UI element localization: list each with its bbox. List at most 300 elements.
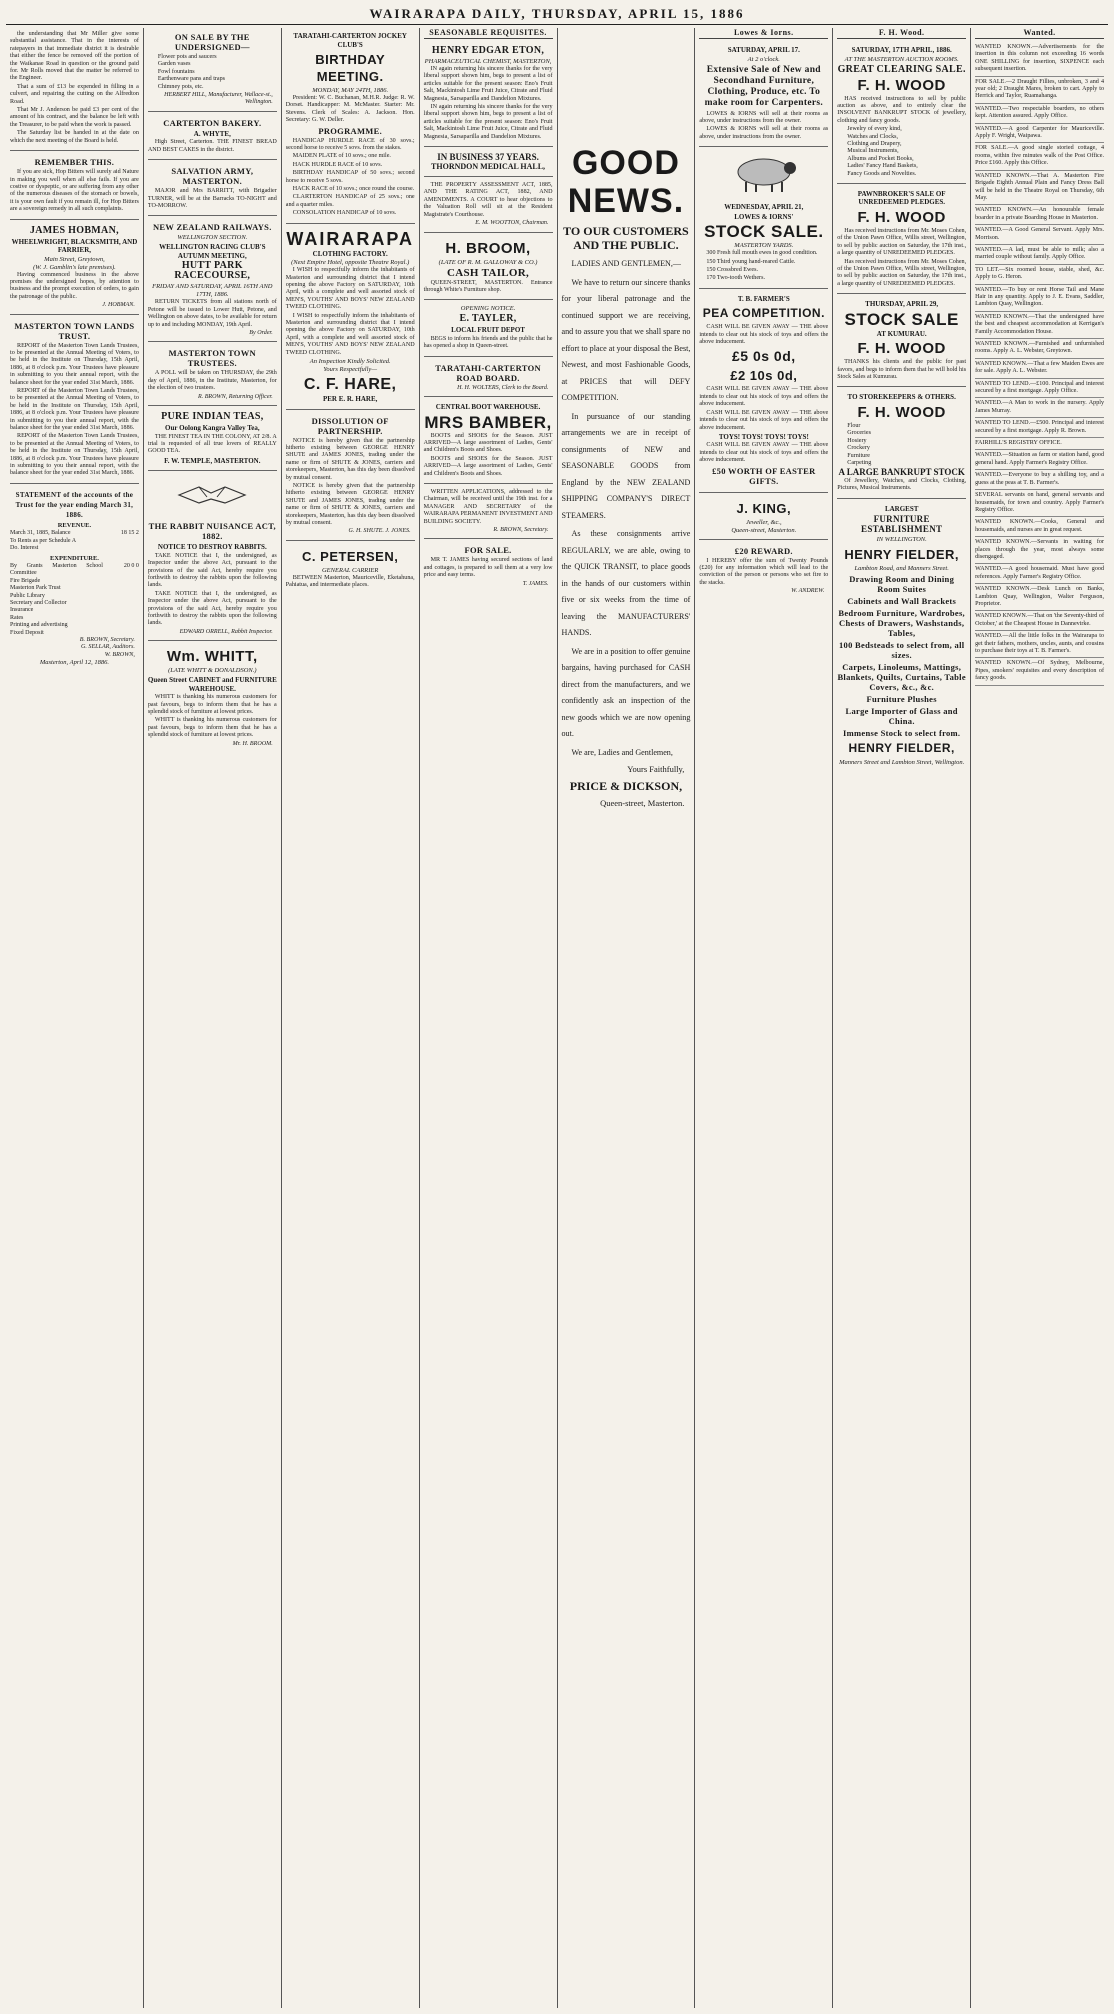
fielder-furniture-ad [837,501,966,772]
table-row: Printing and advertising [10,622,68,629]
ad-text: BOOTS and SHOES for the Season. JUST ARRIVED—A large assortment of Ladies, Gents' and Children's Boots and Shoes. [423,432,553,454]
applications-ad [424,486,553,539]
ad-address: Main Street, Greytown, [44,255,105,263]
ad-text: REPORT of the Masterton Town Lands Trustees, to be presented at the Annual Meeting of Voters, to be held in the Institute on Thursday, 15th April, 1886, at 8 o'clock p.m. Your Trustees have pleasure in submitting to you their annual report, with the balance sheet for the year ended 31st March, 1886. [10,342,139,386]
good-news-paragraph: In pursuance of our standing arrangements we are in receipt of consignments of NEW and SEASONABLE GOODS from England by the NEW ZEALAND SHIPPING COMPANY'S DIRECT STEAMERS. [561,411,691,520]
ad-text: I WISH to respectfully inform the inhabitants of Masterton and surrounding district that I intend opening the above Factory on SATURDAY, 10th April, with a complete and well assorted stock of MEN'S, YOUTHS' AND BOYS' NEW ZEALAND TWEED CLOTHING. [285,312,415,356]
ad-big: Extensive Sale of New and Secondhand Furniture, Clothing, Produce, etc. To make room for Carpenters. [704,64,824,108]
ad-name: F. H. WOOD [857,340,946,358]
ad-text: High Street, Carterton. THE FINEST BREAD AND BEST CAKES in the district. [147,139,277,153]
ad-signature: J. HOBMAN. [102,302,135,309]
classified-item: WANTED.—Situation as farm or station hand, good general hand. Apply Farmer's Registry Office. [975,450,1104,470]
ad-big: WAIRARAPA [286,228,415,249]
broom-tailor-ad [424,235,553,301]
ad-big: BIRTHDAY MEETING. [315,52,386,84]
town-lands-trust [10,317,139,484]
table-row: Rates [10,614,24,621]
table-row: By Grants Masterton School Committee 20 0 0 [10,562,139,577]
list-item: Flour [847,422,861,429]
table-row: Secretary and Collector [10,599,67,606]
ad-text: BEGS to inform his friends and the public that he has opened a shop in Queen-street. [423,335,553,350]
ad-big: PEA COMPETITION. [702,306,825,321]
list-item: Groceries [847,430,871,437]
good-news-yours: Yours Faithfully, [627,764,685,774]
ad-name: F. H. WOOD [857,76,946,94]
furniture-item: Immense Stock to select from. [843,728,961,739]
classified-item: TO LET.—Six roomed house, stable, shed, &c. Apply to G. Heron. [975,265,1104,285]
ad-big: GREAT CLEARING SALE. [837,63,966,75]
good-news-paragraph: We have to return our sincere thanks for your liberal patronage and the continued support we are receiving, and to assure you that we shall spare no effort to place at your disposal the Best, Newest, and most Fashionable Goods, at PRICES that will DEFY COMPETITION. [561,277,691,402]
ad-big: HENRY EDGAR ETON, [431,45,545,56]
race-item: MAIDEN PLATE of 10 sovs.; one mile. [292,153,391,160]
ad-yours: Yours Respectfully— [323,366,378,374]
storekeepers-ad [837,389,966,498]
list-item: Furniture [847,452,870,459]
ad-date: MONDAY, MAY 24TH, 1886. [312,87,389,94]
ad-sub: GENERAL CARRIER [321,566,379,574]
classified-item: WANTED KNOWN.—Furnished and unfurnished rooms. Apply A. L. Webster, Greytown. [975,339,1104,359]
list-item: Jewelry of every kind, [847,126,902,133]
ad-heading: CENTRAL BOOT WAREHOUSE. [435,403,541,412]
furniture-item: Bedroom Furniture, Wardrobes, Chests of Drawers, Washstands, Tables, [838,608,965,639]
ad-name: JAMES HOBMAN, [29,224,119,236]
ad-heading: TARATAHI-CARTERTON ROAD BOARD. [435,362,541,383]
ad-signature: R. BROWN, Returning Officer. [197,393,273,400]
race-item: HACK RACE of 10 sovs.; once round the course. [292,186,415,193]
ad-text: If you are sick, Hop Bitters will surely aid Nature in making you well when all else fails. If you are costive or dyspeptic, or are suffering from any other of the numerous diseases of the stomach or bowels, it is your own fault if you remain ill, for Hop Bitters are a sovereign remedy in all such complaints. [10,169,139,213]
classified-item: WANTED.—A lad, must be able to milk; also a married couple without family. Apply Office. [975,245,1104,265]
ad-signature: H. H. WOLTERS, Clerk to the Board. [457,384,549,391]
ad-sub: WELLINGTON SECTION. [177,234,248,242]
list-item: Garden vases [157,61,191,68]
ad-signature: T. JAMES. [522,580,549,587]
ad-date: SATURDAY, APRIL 17. [727,46,800,54]
list-item: Hosiery [847,437,867,444]
classified-item: WANTED.—A Good General Servant. Apply Mrs. Morrison. [975,225,1104,245]
ad-text: REPORT of the Masterton Town Lands Trustees, to be presented at the Annual Meeting of Voters, to be held in the Institute on Thursday, 15th April, 1886, at 8 o'clock p.m. Your Trustees have pleasure in submitting to you their annual report, with the balance sheet for the year ended 31st March, 1886. [10,433,139,477]
ad-sub: MASTERTON YARDS. [734,242,794,250]
ad-heading: THE RABBIT NUISANCE ACT, 1882. [148,521,276,542]
news-article [10,28,139,151]
ad-signature: C. F. HARE, [303,376,397,394]
list-item: Flower pots and saucers [157,54,217,60]
ad-signature-2: PER E. R. HARE, [322,395,378,404]
ad-text: Has received instructions from Mr. Moses Cohen, of the Union Pawn Office, Willis street, Wellington, to sell by public auction on Saturday, the 17th inst., a large quantity of UNREDEEMED PLEDGES. [837,258,967,287]
news-paragraph: That Mr J. Anderson be paid £3 per cent of the amount of his contract, and the balance be left with the Treasurer, to be paid when the work is passed. [10,107,139,128]
ad-signature: F. W. TEMPLE, MASTERTON. [164,456,261,465]
list-item: Clothing and Drapery, [847,140,902,147]
ad-text: HAS received instructions to sell by public auction as above, and to entirely clear the INSOLVENT BANKRUPT STOCK of jewellery, clothing and fancy goods. [837,95,967,124]
ad-sub: IN WELLINGTON. [876,536,927,544]
ad-trade: WHEELWRIGHT, BLACKSMITH, AND FARRIER, [11,237,138,255]
salvation-army-ad [148,162,277,216]
ad-text: TAKE NOTICE that I, the undersigned, as Inspector under the above Act, pursuant to the provisions of the said Act, hereby require you forthwith to destroy the rabbits upon the following lands. [147,552,277,589]
ad-text: Queen-street, Masterton. [731,526,797,534]
ad-signature: EDWARD ORRELL, Rabbit Inspector. [179,628,273,635]
hobman-ad [10,222,139,315]
ad-signature: HENRY FIELDER, [848,741,955,756]
handshake-illustration [159,474,265,514]
easter-gifts: £50 WORTH OF EASTER GIFTS. [712,465,816,486]
classified-item: WANTED KNOWN.—That the undersigned have the best and cheapest accommodation at Kerrigan's Family Accommodation House. [975,312,1104,339]
hop-bitters-ad [10,153,139,219]
ad-sub: (LATE WHITT & DONALDSON.) [168,667,257,675]
ad-heading: ON SALE BY THE UNDERSIGNED— [174,32,250,52]
eton-chemist-ad [424,42,553,147]
ad-text: MAJOR and Mrs BARRITT, with Brigadier TURNER, will be at the Barracks TO-NIGHT and TO-MORROW. [147,188,277,209]
stock-sale-ad [699,199,828,289]
furniture-item: Large Importer of Glass and China. [845,706,958,727]
ad-heading: SALVATION ARMY, MASTERTON. [171,166,254,187]
ad-text: REPORT of the Masterton Town Lands Trustees, to be presented at the Annual Meeting of Voters, to be held in the Institute on Thursday, 15th April, 1886, at 8 o'clock p.m. Your Trustees have pleasure in submitting to you their annual report, with the balance sheet for the year ended 31st March, 1886. [10,388,139,432]
ad-signature: Mr. H. BROOM. [232,740,273,747]
ad-text: IN again returning his sincere thanks for the very liberal support shown him, begs to present a list of articles suitable for the present season: Eno's Fruit Salt, Mackintosh Lime Fruit Juice, Citrate and Fluid Magnesia, Sarsaparilla and Dandelion Mixtures. [423,104,553,140]
ad-text: IN again returning his sincere thanks for the very liberal support shown him, begs to present a list of articles suitable for the present season: Eno's Fruit Salt, Mackintosh Lime Fruit Juice, Citrate and Fluid Magnesia, Sarsaparilla and Dandelion Mixtures. [423,66,553,102]
ad-text: I HEREBY offer the sum of Twenty Pounds (£20) for any information which will lead to the conviction of the person or persons who set fire to the stacks. [699,557,829,586]
ad-big: C. PETERSEN, [302,548,399,564]
trustees-ad [148,344,277,406]
ad-heading: LARGEST [884,504,919,513]
sheep-illustration [711,150,817,196]
ad-signature: E. M. WOOTTON, Chairman. [475,220,549,227]
race-item: CONSOLATION HANDICAP of 10 sovs. [292,210,397,217]
road-board-ad [424,359,553,397]
classified-item: WANTED KNOWN.—Advertisements for the insertion in this column not exceeding 16 words ONE SHILLING for insertion, SIXPENCE each subsequent insertion. [975,42,1104,77]
classified-item: WANTED KNOWN.—Cooks, General and housemaids, and nurses are in great request. [975,517,1104,537]
ad-heading: REMEMBER THIS. [34,157,115,168]
ad-name: F. H. WOOD [857,403,946,421]
revenue-table [10,530,139,552]
hill-sale-ad [148,28,277,112]
ad-big: FURNITURE ESTABLISHMENT [861,514,943,535]
ad-heading: TO STOREKEEPERS & OTHERS. [847,393,956,402]
ad-text: WHITT is thanking his numerous customers for past favours, begs to inform them that he has a splendid stock of furniture at lowest prices. [147,717,277,739]
ad-heading: NEW ZEALAND RAILWAYS. [152,222,272,233]
ad-text: BOOTS and SHOES for the Season. JUST ARRIVED—A large assortment of Ladies, Gents' and Children's Boots and Shoes. [423,455,553,477]
ad-cap: IN BUSINESS 37 YEARS. [437,152,539,163]
ad-text: THE FINEST TEA IN THE COLONY, AT 2/8. A trial is requested of all true lovers of REALLY GOOD TEA. [147,433,277,455]
boot-warehouse-ad [424,399,553,484]
ad-trade: Queen Street CABINET and FURNITURE WAREHOUSE. [147,676,277,693]
ad-text: WHITT is thanking his numerous customers for past favours, begs to inform them that he has a splendid stock of furniture at lowest prices. [147,694,277,716]
ad-text: QUEEN-STREET, MASTERTON. Entrance through White's Furniture shop. [423,279,553,293]
item-list [847,126,966,178]
list-item: Fowl fountains [157,68,195,75]
list-item: Earthenware pans and traps [157,76,226,83]
ad-sub: (LATE OF R. M. GALLOWAY & CO.) [438,258,538,266]
classified-item: WANTED.—All the little folks in the Wairarapa to get their fathers, mothers, uncles, aunts, and cousins to purchase their toys at T. B. Farmer's. [975,631,1104,658]
ad-place: HUTT PARK RACECOURSE, [174,260,251,282]
ad-text: CASH WILL BE GIVEN AWAY — THE above intends to clear out his stock of toys and offers the above inducement. [699,409,829,431]
good-news-paragraph: We are in a position to offer genuine bargains, having purchased for CASH direct from the manufacturers, and we confidently ask an inspection of the new goods which we are now opening out. [561,646,691,738]
medical-hall-ad [424,149,553,177]
good-news-firm: PRICE & DICKSON, [569,779,683,793]
lot-item: 170 Two-tooth Wethers. [706,275,765,282]
ad-text: THE PROPERTY ASSESSMENT ACT, 1885, AND THE RATING ACT, 1882, AND AMENDMENTS. A COURT to hear objections to the Valuation Roll will sit at the Resident Magistrate's Courthouse. [423,182,553,218]
ad-text: LOWES & IORNS will sell at their rooms as above, under instructions from the owner. [699,110,829,124]
race-item: CLARTERTON HANDICAP of 25 sovs.; one and a quarter miles. [285,194,415,208]
ad-signature: W. ANDREW. [791,588,825,595]
classified-item: WANTED.—A Man to work in the nursery. Apply James Murray. [975,398,1104,418]
ad-signature: R. BROWN, Secretary. [493,527,549,533]
column-2 [144,28,282,2008]
ad-invite: An Inspection Kindly Solicited. [309,358,391,366]
whitt-ad [148,643,277,752]
furniture-item: Furniture Plushes [866,694,937,705]
ad-name: E. TAYLER, [459,313,517,325]
ad-dates: FRIDAY AND SATURDAY, APRIL 16TH AND 17TH, 1886. [152,283,273,299]
good-news-closing: We are, Ladies and Gentlemen, [571,747,673,757]
furniture-item: 100 Bedsteads to select from, all sizes. [838,640,965,661]
ad-text: CASH WILL BE GIVEN AWAY — THE above intends to clear out his stock of toys and offers the above inducement. [699,324,829,346]
classified-item: FOR SALE.—2 Draught Fillies, unbroken, 3 and 4 year old; 2 Draught Mares, broken to cart. Apply to Herrick and Taylor, Ruamahanga. [975,77,1104,104]
good-news-paragraph: As these consignments arrive REGULARLY, we are able, owing to the QUICK TRANSIT, to place goods in the hands of our customers within five or six weeks from the time of leaving the MANUFACTURERS' HANDS. [561,529,691,637]
expenditure-table [10,563,139,637]
prize-2: £2 10s 0d, [730,368,798,384]
toys-banner: TOYS! TOYS! TOYS! TOYS! [718,432,809,441]
classified-item: WANTED TO LEND.—£500. Principal and interest secured by a first mortgage. Apply R. Brown. [975,418,1104,438]
item-list [158,54,277,91]
ad-big: J. KING, [736,500,792,516]
column-heading: F. H. Wood. [837,28,966,39]
item-list [847,423,966,467]
clearing-sale-ad [837,42,966,184]
ad-date: SATURDAY, 17TH APRIL, 1886. [851,46,952,54]
handshake-icon [177,477,247,511]
furniture-item: Drawing Room and Dining Room Suites [849,574,955,595]
classified-item: WANTED KNOWN.—That a few Maiden Ewes are for sale. Apply A. L. Webster. [975,359,1104,379]
classified-item: WANTED.—Two respectable boarders, no others kept. Attention assured. Apply Office. [975,104,1104,124]
prize-1: £5 0s 0d, [731,348,796,365]
ad-signature: W. BROWN, [104,651,135,658]
lot-item: 150 Crossbred Ewes. [706,266,758,273]
table-row: Masterton Park Trust [10,585,61,592]
ad-text: BETWEEN Masterton, Mauriceville, Eketahuna, Pahiatua, and intermediate places. [285,574,415,589]
classified-item: WANTED KNOWN.—Servants in waiting for places through the year, most always some disengaged. [975,537,1104,564]
ad-heading: MASTERTON TOWN TRUSTEES. [168,348,256,369]
ad-name: HENRY FIELDER, [844,547,959,563]
classified-item: FOR SALE.—A good single storied cottage, 4 rooms, within five minutes walk of the Post Office. Price £160. Apply this Office. [975,143,1104,170]
ad-signature: B. BROWN, Secretary. [79,636,135,643]
classified-item: WANTED TO LEND.—£100. Principal and interest secured by a first mortgage. Apply Office. [975,379,1104,399]
list-item: Chimney pots, etc. [157,83,204,90]
statement-heading: STATEMENT of the accounts of the Trust for the year ending March 31, 1886. [15,490,134,519]
column-4 [420,28,558,2008]
ad-trade: CASH TAILOR, [447,266,530,279]
ad-heading: MASTERTON TOWN LANDS TRUST. [14,320,135,341]
table-row: Fixed Deposit [10,629,44,636]
ad-heading: T. B. FARMER'S [737,294,790,303]
good-news-subheading: TO OUR CUSTOMERS AND THE PUBLIC. [563,224,689,252]
ad-firm: LOWES & IORNS' [734,212,794,221]
race-item: HACK HURDLE RACE of 10 sovs. [292,161,383,168]
ad-text: A POLL will be taken on THURSDAY, the 29th day of April, 1886, in the Institute, Masterton, for the election of two trustees. [147,370,277,392]
race-item: HANDICAP HURDLE RACE of 30 sovs.; second horse to receive 5 sovs. from the stakes. [285,137,415,152]
ad-big: THORNDON MEDICAL HALL, [431,161,546,171]
ad-name: A. WHYTE, [193,129,231,138]
ad-text: CASH WILL BE GIVEN AWAY — THE above intends to clear out his stock of toys and offers the above inducement. [699,386,829,408]
ad-text: RETURN TICKETS from all stations north of Petone will be issued to Lower Hutt, Petone, and Wellington on above dates, to be available for return up to and including MONDAY, 19th April. [147,299,277,328]
columns [6,28,1108,2008]
ad-text: LOWES & IORNS will sell at their rooms as above, under instructions from the owner. [699,126,829,140]
column-3 [282,28,420,2008]
furniture-item: Cabinets and Wall Brackets [847,596,957,607]
ad-big: MRS BAMBER, [424,412,552,432]
ad-big: H. BROOM, [445,239,531,257]
ad-heading: CARTERTON BAKERY. [163,117,262,128]
programme-label: PROGRAMME. [318,125,383,136]
ad-time: At 2 o'clock. [747,55,780,63]
ad-heading: PAWNBROKER'S SALE OF UNREDEEMED PLEDGES. [857,189,946,207]
rabbit-act-ad [148,517,277,641]
table-row: Public Library [10,592,45,599]
column-1 [6,28,144,2008]
ad-signature: HERBERT HILL, Manufacturer, Wallace-st., Wellington. [164,92,273,106]
ad-heading: TARATAHI-CARTERTON JOCKEY CLUB'S [293,32,407,49]
ad-officers: President: W. C. Buchanan, M.H.R. Judge: R. W. Dorset. Handicapper: M. McMaster. Starter: Mr. Stevens. Clerk of Scales: A. Jackson. Hon. Secretary: G. W. Deller. [285,95,415,124]
table-row: Insurance [10,607,34,614]
ad-date: THURSDAY, APRIL 29, [865,300,939,309]
for-sale-ad [424,541,553,592]
lot-item: 300 Fresh full mouth ewes in good condition. [706,250,818,257]
ad-sub: PHARMACEUTICAL CHEMIST, MASTERTON, [424,58,552,65]
ad-text: I WISH to respectfully inform the inhabitants of Masterton and surrounding district that I intend opening the above Factory on SATURDAY, 10th April, with a complete and well assorted stock of MEN'S, YOUTHS' AND BOYS' NEW ZEALAND TWEED CLOTHING. [285,267,415,311]
news-paragraph: That a sum of £13 be expended in filling in a culvert, and repairing the cutting on the Alfredton Road. [10,83,139,105]
ad-title: WELLINGTON RACING CLUB'S AUTUMN MEETING, [159,243,266,260]
column-heading: Lowes & Iorns. [699,28,828,39]
ad-heading: OPENING NOTICE. [460,305,516,313]
ad-text: Has received instructions from Mr. Moses Cohen, of the Union Pawn Office, Willis street, Wellington, to sell by public auction on Saturday, the 17th inst., a large quantity of UNREDEEMED PLEDGES. [837,227,967,257]
list-item: Ladies' Fancy Hand Baskets, [847,163,918,170]
classified-item: WANTED.—A good housemaid. Must have good references. Apply Farmer's Registry Office. [975,564,1104,584]
column-heading: SEASONABLE REQUISITES. [424,28,553,39]
ad-text: THANKS his clients and the public for past favors, and begs to inform them that he will hold his Stock Sales at Kumurau. [837,359,967,381]
bankrupt-stock: A LARGE BANKRUPT STOCK [838,467,965,478]
lot-item: 150 Third young hand-reared Cattle. [706,258,796,265]
ad-sub: NOTICE TO DESTROY RABBITS. [157,543,267,552]
ad-sub: Jeweller, &c., [745,518,782,526]
ad-note: (W. J. Gamblin's late premises). [33,263,116,271]
pledges-ad [837,186,966,294]
ad-heading: FOR SALE. [464,545,512,556]
table-row: March 31, 1885, Balance 18 15 2 [10,530,139,537]
bakery-ad [148,114,277,160]
classified-item: WANTED.—To buy or rent Horse Tail and Mane Hair in any quantity. Apply to J. E. Evans, Saddler, Lambton Quay, Wellington. [975,285,1104,312]
classified-item: WANTED.—Everyone to buy a shilling toy, and a guess at the peas at T. B. Farmer's. [975,470,1104,490]
ad-text: MR T. JAMES having secured sections of land and cottages, is prepared to sell them at a very low price and easy terms. [423,557,553,579]
masthead [6,4,1108,25]
ad-place: AT KUMURAU. [876,329,927,338]
classified-item: FAIRHILL'S REGISTRY OFFICE. [975,438,1104,450]
list-item: Fancy Goods and Novelties. [847,170,917,177]
jockey-club-ad [286,28,415,224]
ad-heading: £20 REWARD. [734,545,793,556]
ad-text: NOTICE is hereby given that the partnership hitherto existing between GEORGE HENRY SHUTE and JAMES JONES, trading under the name or firm of SHUTE & JONES, carriers and storekeepers, Masterton, has this day been dissolved by mutual consent. [285,483,415,527]
kumurau-sale-ad [837,296,966,387]
ad-big: Wm. WHITT, [166,648,258,666]
ad-big: STOCK SALE. [704,222,824,242]
ad-place: AT THE MASTERTON AUCTION ROOMS. [844,55,959,63]
race-item: BIRTHDAY HANDICAP of 50 sovs.; second horse to receive 5 sovs. [285,170,415,184]
ad-signature: G. H. SHUTE. J. JONES. [348,528,411,535]
column-7 [833,28,971,2008]
clothing-factory-ad [286,226,415,410]
masthead-title: WAIRARAPA DAILY, THURSDAY, APRIL 15, 1886 [369,6,745,21]
ad-text: Of Jewellery, Watches, and Clocks, Clothing, Pictures, Musical Instruments. [837,477,967,492]
accounts-statement [10,486,139,671]
ad-date: Masterton, April 12, 1886. [39,659,110,667]
ad-text: TAKE NOTICE that I, the undersigned, as Inspector under the above Act, pursuant to the provisions of the said Act, hereby require you forthwith to destroy the rabbits upon the following lands. [147,590,277,627]
ad-big: STOCK SALE [844,309,959,329]
list-item: Albums and Pocket Books, [847,155,914,162]
ad-big: PURE INDIAN TEAS, [161,411,264,423]
king-jeweller-ad [699,495,828,540]
ad-name: F. H. WOOD [857,208,946,226]
news-paragraph: The Saturday list be handed in at the date on which the next meeting of the Board is held. [10,130,139,144]
sheep-icon [724,152,804,194]
ad-signature: By Order. [249,330,273,336]
ad-signature-address: Manners Street and Lambton Street, Wellington. [839,759,965,767]
list-item: Crockery [847,445,870,452]
list-item: Musical Instruments, [847,148,899,155]
ad-text: Having commenced business in the above premises the undersigned hopes, by attention to business and the prompt execution of orders, to gain the patronage of the public. [10,271,139,300]
news-paragraph: the understanding that Mr Miller give some substantial assistance. That in the interests of ratepayers in that immediate district it is desirable that either the fence be removed off the portion of the Waikanae Road in question or the ground paid for. Mr Rolls moved that the matter be referred to the Engineer. [10,31,139,82]
classified-item: WANTED KNOWN.—That on 'the Seventy-third of October,' at the Cheapest House in Dannevirke. [975,611,1104,631]
table-row: Fire Brigade [10,577,41,584]
ad-signature: G. SELLAR, Auditors. [80,644,135,651]
classified-item: WANTED KNOWN.—An honourable female boarder in a private Boarding House in Masterton. [975,205,1104,225]
tea-ad [148,408,277,471]
list-item: Watches and Clocks, [847,133,899,140]
table-row: To Rents as per Schedule A [10,537,77,544]
classified-item: WANTED KNOWN.—Of Sydney, Melbourne, Pipes, smokers' requisites and every description of fancy goods. [975,658,1104,685]
ad-date: WEDNESDAY, APRIL 21, [724,203,804,212]
ad-heading: DISSOLUTION OF PARTNERSHIP. [311,415,389,436]
ad-address: Lambton Road, and Manners Street. [854,565,949,573]
table-row: Do. Interest [10,545,39,552]
pea-competition-ad [699,291,828,493]
good-news-heading: GOOD NEWS. [567,144,685,220]
assessment-ad [424,179,553,232]
ad-text: NOTICE is hereby given that the partnership hitherto existing between GEORGE HENRY SHUTE and JAMES JONES, trading under the name or firm of SHUTE & JONES, carriers and storekeepers, Masterton, has this day been dissolved by mutual consent. [285,437,415,481]
classified-item: WANTED.—A good Carpenter for Mauriceville. Apply F. Wright, Waipawa. [975,124,1104,144]
classified-item: SEVERAL servants on hand, general servants and housemaids, for town and country. Apply Farmer's Registry Office. [975,490,1104,517]
expenditure-label: EXPENDITURE. [49,554,99,562]
furniture-item: Carpets, Linoleums, Mattings, Blankets, Quilts, Curtains, Table Covers, &c., &c. [837,662,966,693]
ad-note: (Next Empire Hotel, opposite Theatre Royal.) [291,259,410,267]
furniture-sale-ad [699,42,828,147]
ad-sub: CLOTHING FACTORY. [312,249,388,258]
classified-item: WANTED KNOWN.—That A. Masterton Fire Brigade Eighth Annual Plain and Fancy Dress Ball will be held in the Theatre Royal on Thursday, 6th May. [975,171,1104,206]
ad-sub: LOCAL FRUIT DEPOT [451,326,525,335]
classified-item: WANTED KNOWN.—Desk Lunch on Banks, Lambton Quay, Wellington, Walter Ferguson, Proprietor. [975,584,1104,611]
column-5 [558,28,696,2008]
petersen-ad [286,543,415,595]
revenue-label: REVENUE. [57,521,92,529]
railways-ad [148,218,277,342]
good-news-address: Queen-street, Masterton. [600,798,685,808]
column-6 [695,28,833,2008]
wanted-list [975,42,1104,686]
fruit-depot-ad [424,302,553,356]
ad-text: CASH WILL BE GIVEN AWAY — THE above intends to clear out his stock of toys and offers the above inducement. [699,442,829,464]
ad-sub: Our Oolong Kangra Valley Tea, [165,424,260,433]
reward-ad [699,542,828,600]
dissolution-ad [286,412,415,541]
column-8 [971,28,1108,2008]
ad-text: WRITTEN APPLICATIONS, addressed to the Chairman, will be received until the 19th inst. for a MANAGER AND SECRETARY of the WAIRARAPA PERMANENT INVESTMENT AND BUILDING SOCIETY. [423,488,553,525]
good-news-salutation: LADIES AND GENTLEMEN,— [571,259,681,268]
